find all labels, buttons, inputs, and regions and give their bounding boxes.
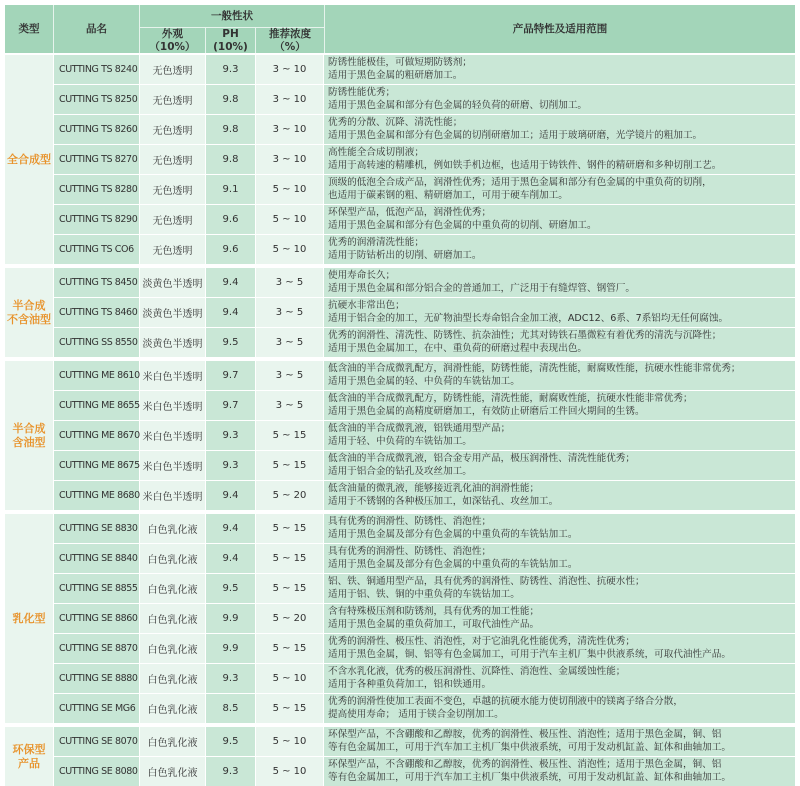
description-line-2: 也适用于碳素钢的粗、精研磨加工，可用于硬车削加工。	[328, 189, 568, 201]
description	[324, 145, 795, 174]
product-name: CUTTING TS CO6	[54, 235, 139, 264]
ph-value: 9.5	[206, 574, 255, 603]
product-name: CUTTING TS 8290	[54, 205, 139, 234]
appearance: 白色乳化液	[140, 694, 205, 723]
ph-value: 9.3	[206, 55, 255, 84]
description	[324, 757, 795, 786]
ph-value: 9.1	[206, 175, 255, 204]
table-row	[54, 727, 795, 756]
description-line-2: 适用于黑色金属和部分铝合金的普通加工，广泛用于有缝焊管、钢管厂。	[328, 282, 635, 294]
ph-value: 9.8	[206, 85, 255, 114]
appearance: 淡黄色半透明	[140, 268, 205, 297]
appearance: 无色透明	[140, 85, 205, 114]
description-line-2: 适用于黑色金属的轻、中负荷的车铣钻加工。	[328, 375, 520, 387]
concentration: 5 ~ 10	[256, 664, 323, 693]
description-line-1: 优秀的润滑清洗性能；	[328, 237, 424, 248]
concentration: 5 ~ 10	[256, 205, 323, 234]
table-row	[54, 145, 795, 174]
description-line-1: 具有优秀的润滑性、防锈性、消泡性；	[328, 516, 492, 527]
product-name: CUTTING SE 8840	[54, 544, 139, 573]
product-name: CUTTING TS 8270	[54, 145, 139, 174]
table-row	[54, 175, 795, 204]
description-line-2: 适用于黑色金属的重负荷加工，可取代油性产品。	[328, 618, 540, 630]
product-name: CUTTING SE 8870	[54, 634, 139, 663]
concentration: 5 ~ 15	[256, 574, 323, 603]
description-line-1: 低含油的半合成微乳液，铝合金专用产品，极压润滑性、清洗性能优秀；	[328, 453, 635, 464]
concentration: 3 ~ 5	[256, 268, 323, 297]
ph-value: 9.5	[206, 727, 255, 756]
appearance: 白色乳化液	[140, 574, 205, 603]
header-concentration: 推荐浓度 （%）	[269, 27, 311, 53]
table-row	[54, 268, 795, 297]
appearance: 米白色半透明	[140, 481, 205, 510]
description-line-2: 适用于黑色金属加工，在中、重负荷的研磨过程中表现出色。	[328, 342, 588, 354]
concentration: 3 ~ 10	[256, 145, 323, 174]
product-name: CUTTING SE 8880	[54, 664, 139, 693]
appearance: 淡黄色半透明	[140, 298, 205, 327]
description	[324, 391, 795, 420]
header-appearance: 外观 （10%）	[149, 27, 196, 53]
description	[324, 604, 795, 633]
ph-value: 9.8	[206, 115, 255, 144]
table-row	[54, 757, 795, 786]
table-row	[54, 298, 795, 327]
description	[324, 727, 795, 756]
category-label: 半合成 不含油型	[5, 268, 53, 357]
description	[324, 451, 795, 480]
concentration: 3 ~ 5	[256, 361, 323, 390]
ph-value: 9.7	[206, 391, 255, 420]
ph-value: 8.5	[206, 694, 255, 723]
description	[324, 544, 795, 573]
description-line-1: 低含油量的微乳液，能够接近乳化油的润滑性能；	[328, 483, 540, 494]
concentration: 5 ~ 15	[256, 421, 323, 450]
description-line-2: 适用于黑色金属和部分有色金属的中重负荷的切削、研磨加工。	[328, 219, 597, 231]
appearance: 无色透明	[140, 205, 205, 234]
concentration: 3 ~ 5	[256, 298, 323, 327]
description	[324, 268, 795, 297]
table-row	[54, 55, 795, 84]
concentration: 5 ~ 10	[256, 757, 323, 786]
appearance: 无色透明	[140, 55, 205, 84]
description-line-2: 适用于铝合金的钻孔及攻丝加工。	[328, 465, 472, 477]
product-name: CUTTING SS 8550	[54, 328, 139, 357]
product-name: CUTTING ME 8680	[54, 481, 139, 510]
description	[324, 298, 795, 327]
description-line-2: 适用于铝合金的加工，无矿物油型长寿命铝合金加工液，ADC12、6系、7系铝均无任何腐蚀。	[328, 312, 729, 324]
product-name: CUTTING ME 8675	[54, 451, 139, 480]
appearance: 米白色半透明	[140, 361, 205, 390]
description-line-1: 防锈性能优秀；	[328, 87, 396, 98]
product-table	[5, 5, 795, 786]
description-line-1: 抗硬水非常出色；	[328, 300, 405, 311]
table-header	[5, 5, 795, 53]
ph-value: 9.3	[206, 451, 255, 480]
concentration: 3 ~ 10	[256, 55, 323, 84]
ph-value: 9.3	[206, 421, 255, 450]
ph-value: 9.3	[206, 664, 255, 693]
concentration: 5 ~ 15	[256, 514, 323, 543]
description-line-2: 适用于黑色金属及部分有色金属的中重负荷的车铣钻加工。	[328, 528, 578, 540]
ph-value: 9.4	[206, 514, 255, 543]
description-line-1: 环保型产品，不含硼酸和乙醇胺，优秀的润滑性、极压性、消泡性；适用于黑色金属，铜、铝	[328, 729, 722, 740]
description-line-1: 铝、铁、铜通用型产品，具有优秀的润滑性、防锈性、消泡性、抗硬水性；	[328, 576, 645, 587]
description	[324, 481, 795, 510]
header-general: 一般性状	[211, 9, 253, 22]
table-row	[54, 115, 795, 144]
category-label: 环保型 产品	[5, 727, 53, 786]
group-fully-synthetic	[5, 55, 795, 264]
concentration: 3 ~ 5	[256, 391, 323, 420]
description-line-2: 提高使用寿命； 适用于镁合金切削加工。	[328, 708, 504, 720]
appearance: 无色透明	[140, 175, 205, 204]
appearance: 无色透明	[140, 145, 205, 174]
table-row	[54, 544, 795, 573]
description	[324, 328, 795, 357]
ph-value: 9.6	[206, 235, 255, 264]
ph-value: 9.4	[206, 298, 255, 327]
description-line-1: 顶级的低泡全合成产品，润滑性优秀；适用于黑色金属和部分有色金属的中重负荷的切削，	[328, 177, 712, 188]
description-line-2: 适用于黑色金属的高精度研磨加工，有效防止研磨后工件回火期间的生锈。	[328, 405, 645, 417]
description	[324, 235, 795, 264]
appearance: 米白色半透明	[140, 391, 205, 420]
description-line-2: 适用于轻、中负荷的车铣钻加工。	[328, 435, 472, 447]
appearance: 无色透明	[140, 235, 205, 264]
group-semi-synthetic-oil	[5, 361, 795, 510]
description	[324, 664, 795, 693]
description-line-1: 含有特殊极压剂和防锈剂，具有优秀的加工性能；	[328, 606, 540, 617]
table-row	[54, 205, 795, 234]
product-name: CUTTING SE 8860	[54, 604, 139, 633]
description-line-2: 适用于黑色金属的粗研磨加工。	[328, 69, 463, 81]
appearance: 白色乳化液	[140, 664, 205, 693]
description-line-2: 适用于黑色金属和部分有色金属的切削研磨加工；适用于玻璃研磨，光学镜片的粗加工。	[328, 129, 703, 141]
ph-value: 9.4	[206, 481, 255, 510]
appearance: 淡黄色半透明	[140, 328, 205, 357]
description-line-1: 使用寿命长久；	[328, 270, 396, 281]
group-eco-friendly	[5, 727, 795, 786]
table-row	[54, 451, 795, 480]
description-line-2: 适用于防钴析出的切削、研磨加工。	[328, 249, 482, 261]
product-name: CUTTING TS 8250	[54, 85, 139, 114]
product-name: CUTTING ME 8670	[54, 421, 139, 450]
description-line-1: 不含水乳化液，优秀的极压润滑性、沉降性、消泡性、金属缓蚀性能；	[328, 666, 626, 677]
description-line-1: 防锈性能极佳，可做短期防锈剂；	[328, 57, 472, 68]
description-line-2: 适用于铝、铁、铜的中重负荷的车铣钻加工。	[328, 588, 520, 600]
description-line-2: 等有色金属加工，可用于汽车加工主机厂集中供液系统，可用于发动机缸盖、缸体和曲轴加工。	[328, 771, 731, 783]
description	[324, 514, 795, 543]
product-name: CUTTING TS 8450	[54, 268, 139, 297]
table-row	[54, 634, 795, 663]
appearance: 白色乳化液	[140, 757, 205, 786]
product-name: CUTTING SE 8070	[54, 727, 139, 756]
header-ph: PH (10%)	[213, 27, 248, 53]
description	[324, 55, 795, 84]
appearance: 米白色半透明	[140, 421, 205, 450]
appearance: 白色乳化液	[140, 727, 205, 756]
description-line-1: 高性能全合成切削液；	[328, 147, 424, 158]
appearance: 白色乳化液	[140, 544, 205, 573]
ph-value: 9.6	[206, 205, 255, 234]
description	[324, 574, 795, 603]
concentration: 5 ~ 15	[256, 694, 323, 723]
description-line-2: 适用于黑色金属及部分有色金属的中重负荷的车铣钻加工。	[328, 558, 578, 570]
description-line-1: 低含油的半合成微乳配方，润滑性能，防锈性能，清洗性能，耐腐败性能，抗硬水性能非常优秀；	[328, 363, 741, 374]
concentration: 5 ~ 10	[256, 727, 323, 756]
table-row	[54, 391, 795, 420]
description-line-1: 低含油的半合成微乳液，铝铁通用型产品；	[328, 423, 511, 434]
appearance: 无色透明	[140, 115, 205, 144]
description	[324, 115, 795, 144]
table-row	[54, 604, 795, 633]
product-name: CUTTING ME 8655	[54, 391, 139, 420]
concentration: 5 ~ 15	[256, 544, 323, 573]
header-name: 品名	[86, 22, 107, 35]
description-line-2: 适用于高转速的精雕机，例如铁手机边框，也适用于铸铁件、钢件的精研磨和多种切削工艺。	[328, 159, 722, 171]
description-line-1: 环保型产品，低泡产品，润滑性优秀；	[328, 207, 492, 218]
ph-value: 9.4	[206, 268, 255, 297]
appearance: 白色乳化液	[140, 604, 205, 633]
product-name: CUTTING TS 8240	[54, 55, 139, 84]
description	[324, 175, 795, 204]
appearance: 白色乳化液	[140, 514, 205, 543]
product-name: CUTTING TS 8260	[54, 115, 139, 144]
description-line-1: 环保型产品，不含硼酸和乙醇胺，优秀的润滑性、极压性、消泡性；适用于黑色金属，铜、铝	[328, 759, 722, 770]
table-row	[54, 85, 795, 114]
description	[324, 694, 795, 723]
ph-value: 9.3	[206, 757, 255, 786]
description	[324, 361, 795, 390]
table-row	[54, 421, 795, 450]
concentration: 3 ~ 5	[256, 328, 323, 357]
ph-value: 9.5	[206, 328, 255, 357]
concentration: 5 ~ 15	[256, 634, 323, 663]
appearance: 白色乳化液	[140, 634, 205, 663]
product-name: CUTTING SE MG6	[54, 694, 139, 723]
ph-value: 9.9	[206, 634, 255, 663]
product-name: CUTTING SE 8830	[54, 514, 139, 543]
description	[324, 205, 795, 234]
header-type: 类型	[18, 22, 40, 35]
description	[324, 634, 795, 663]
table-row	[54, 361, 795, 390]
group-emulsion	[5, 514, 795, 723]
table-row	[54, 694, 795, 723]
header-description: 产品特性及适用范围	[512, 22, 608, 35]
product-name: CUTTING TS 8280	[54, 175, 139, 204]
table-row	[54, 481, 795, 510]
concentration: 5 ~ 10	[256, 235, 323, 264]
concentration: 3 ~ 10	[256, 115, 323, 144]
description-line-2: 适用于黑色金属，铜、铝等有色金属加工，可用于汽车主机厂集中供液系统，可取代油性产品。	[328, 648, 731, 660]
concentration: 5 ~ 20	[256, 481, 323, 510]
product-name: CUTTING ME 8610	[54, 361, 139, 390]
concentration: 5 ~ 15	[256, 451, 323, 480]
table-row	[54, 574, 795, 603]
table-row	[54, 328, 795, 357]
description-line-1: 优秀的润滑性使加工表面不变色，卓越的抗硬水能力使切削液中的镁离子络合分散，	[328, 696, 683, 707]
description-line-2: 适用于各种重负荷加工，铝和铁通用。	[328, 678, 492, 690]
group-semi-synthetic-oil-free	[5, 268, 795, 357]
description-line-1: 低含油的半合成微乳配方，防锈性能，清洗性能，耐腐败性能，抗硬水性能非常优秀；	[328, 393, 693, 404]
description-line-1: 具有优秀的润滑性、防锈性、消泡性；	[328, 546, 492, 557]
description-line-1: 优秀的润滑性、清洗性、防锈性、抗杂油性；尤其对铸铁石墨微粒有着优秀的清洗与沉降性；	[328, 330, 722, 341]
product-name: CUTTING SE 8080	[54, 757, 139, 786]
description-line-2: 等有色金属加工，可用于汽车加工主机厂集中供液系统，可用于发动机缸盖、缸体和曲轴加工。	[328, 741, 731, 753]
product-name: CUTTING SE 8855	[54, 574, 139, 603]
concentration: 5 ~ 20	[256, 604, 323, 633]
description-line-2: 适用于黑色金属和部分有色金属的轻负荷的研磨、切削加工。	[328, 99, 588, 111]
category-label: 全合成型	[5, 55, 53, 264]
ph-value: 9.4	[206, 544, 255, 573]
table-row	[54, 235, 795, 264]
category-label: 半合成 含油型	[5, 361, 53, 510]
ph-value: 9.8	[206, 145, 255, 174]
concentration: 5 ~ 10	[256, 175, 323, 204]
category-label: 乳化型	[5, 514, 53, 723]
description-line-1: 优秀的分散、沉降、清洗性能；	[328, 117, 463, 128]
description	[324, 421, 795, 450]
appearance: 米白色半透明	[140, 451, 205, 480]
description-line-2: 适用于不锈钢的各种极压加工，如深钻孔、攻丝加工。	[328, 495, 559, 507]
concentration: 3 ~ 10	[256, 85, 323, 114]
product-name: CUTTING TS 8460	[54, 298, 139, 327]
description-line-1: 优秀的润滑性、极压性、消泡性，对于它油乳化性能优秀，清洗性优秀；	[328, 636, 635, 647]
description	[324, 85, 795, 114]
table-row	[54, 664, 795, 693]
table-row	[54, 514, 795, 543]
ph-value: 9.9	[206, 604, 255, 633]
ph-value: 9.7	[206, 361, 255, 390]
